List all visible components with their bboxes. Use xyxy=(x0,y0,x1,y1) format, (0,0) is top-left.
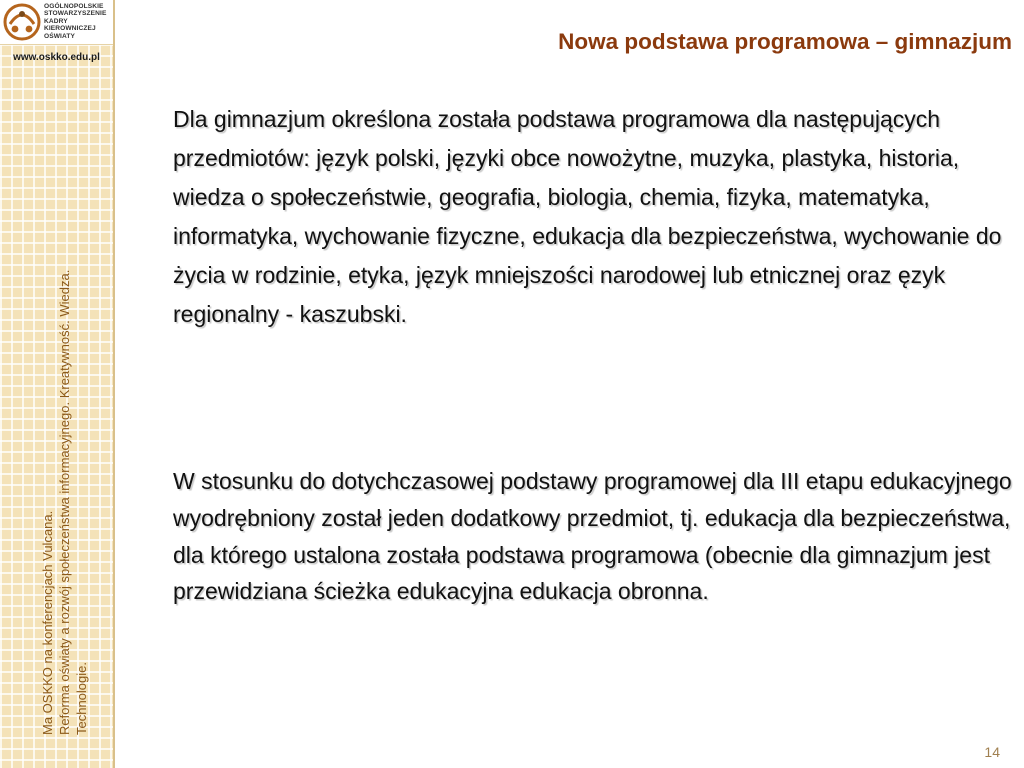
logo-line: OŚWIATY xyxy=(44,32,75,40)
logo-line: OGÓLNOPOLSKIE xyxy=(44,3,104,10)
logo-line: STOWARZYSZENIE xyxy=(44,10,107,18)
slide-title: Nowa podstawa programowa – gimnazjum xyxy=(558,29,1012,54)
paragraph-subjects: Dla gimnazjum określona została podstawa programowa dla następujących przedmiotów: język polski, języki obce nowożytne, muzyka, plastyka, historia, wiedza o społeczeństwie, geografia, biologia, chemia, fizyka, matematyka, informatyka, wychowanie fizyczne, edukacja dla bezpieczeństwa, wychowanie do życia w rodzinie, etyka, język mniejszości narodowej lub etnicznej oraz ęzyk regionalny - kaszubski. xyxy=(173,106,1002,327)
paragraph-new-subject: W stosunku do dotychczasowej podstawy programowej dla III etapu edukacyjnego wyodrębniony został jeden dodatkowy przedmiot, tj. edukacja dla bezpieczeństwa, dla którego ustalona została podstawa programowa (obecnie dla gimnazjum jest przewidziana ścieżka edukacyjna edukacja obronna. xyxy=(173,468,1012,605)
logo xyxy=(0,0,113,45)
logo-line: KADRY xyxy=(44,17,68,25)
vertical-caption-line: Ma OSKKO na konferencjach Vulcana. xyxy=(40,510,55,735)
oskko-logo-icon xyxy=(2,2,42,42)
logo-line: KIEROWNICZEJ xyxy=(44,25,96,33)
logo-text xyxy=(44,3,106,40)
website-link[interactable]: www.oskko.edu.pl xyxy=(13,52,100,63)
vertical-caption-line: Technologie. xyxy=(74,662,89,735)
page-number: 14 xyxy=(984,744,1000,760)
vertical-caption xyxy=(39,190,90,735)
sidebar xyxy=(0,0,115,768)
vertical-caption-line: Reforma oświaty a rozwój społeczeństwa informacyjnego. Kreatywność. Wiedza. xyxy=(57,269,72,735)
